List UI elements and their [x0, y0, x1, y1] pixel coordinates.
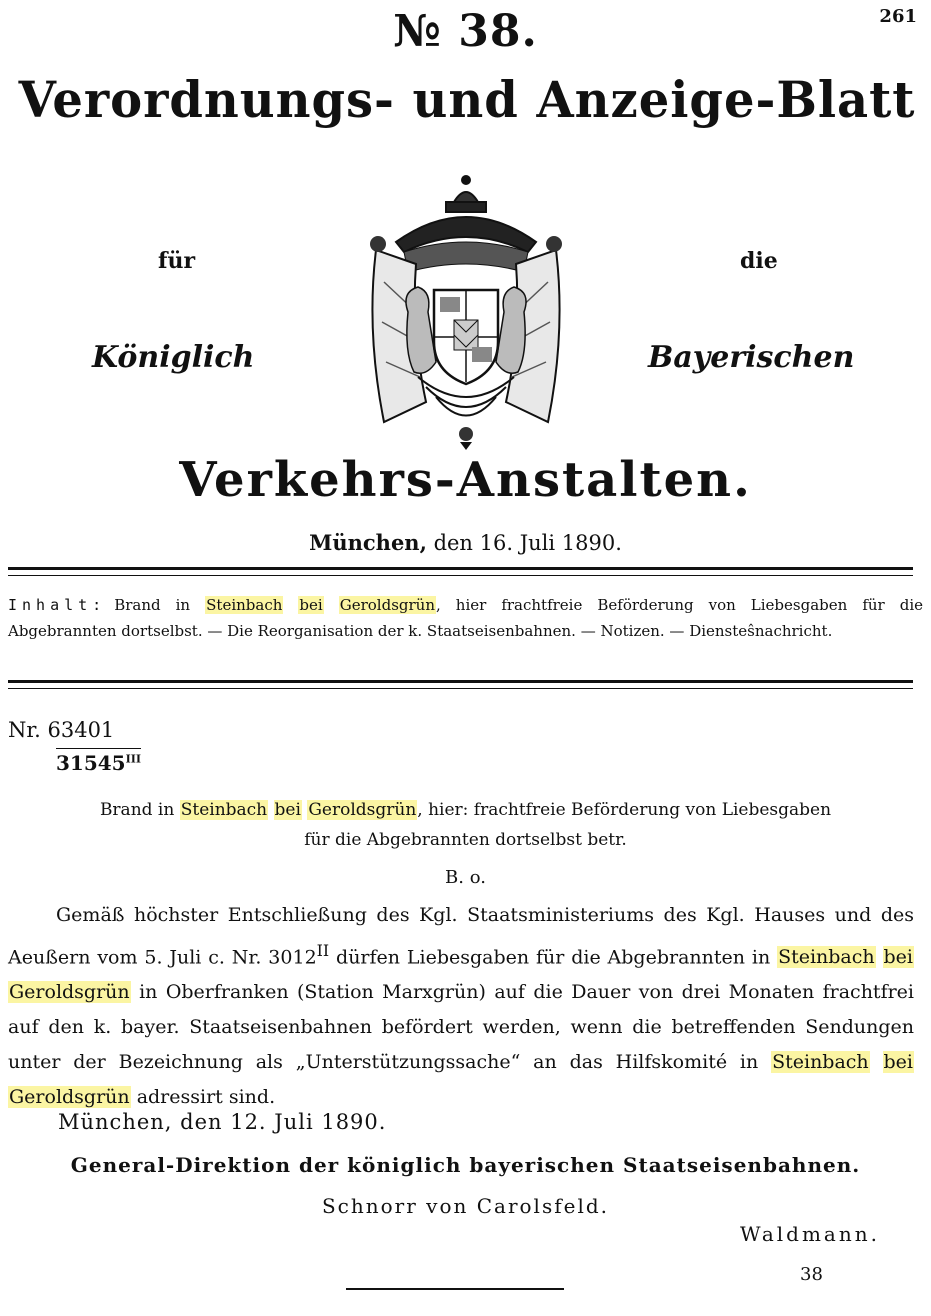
highlight: bei: [299, 596, 323, 614]
reference-label: Nr.: [8, 718, 41, 742]
footer-divider: [346, 1288, 564, 1290]
crown-icon: [446, 176, 486, 212]
lion-left: [406, 287, 436, 373]
signatory-primary: Schnorr von Carolsfeld.: [321, 1194, 610, 1218]
reference-number: [8, 718, 114, 742]
reference-subnumber-value: 31545: [56, 751, 126, 775]
footer-number: 38: [800, 1264, 823, 1285]
signature-date: München, den 12. Juli 1890.: [58, 1110, 387, 1134]
signatory-secondary: Waldmann.: [740, 1222, 880, 1246]
heading-text: , hier: frachtfreie Beförderung von Liebesgaben: [417, 800, 832, 820]
highlight: Steinbach: [772, 1051, 869, 1074]
lion-right: [496, 287, 526, 373]
highlight: bei: [883, 1051, 913, 1074]
divider: [8, 575, 913, 576]
article-body: [8, 898, 914, 1115]
divider: [8, 688, 913, 689]
heading-text: Brand in: [99, 800, 175, 820]
article-heading: [0, 795, 931, 855]
bo-mark: B. o.: [445, 867, 486, 888]
highlight: Geroldsgrün: [339, 596, 435, 614]
issuing-authority: General-Direktion der königlich bayerischen Staatseisenbahnen.: [70, 1153, 861, 1177]
body-text: Gemäß höchster Entschließung des Kgl. Staatsministeriums des Kgl. Hauses und des Aeußern vom 5. Juli c. Nr. 3012: [8, 904, 914, 969]
divider: [8, 567, 913, 570]
highlight: Geroldsgrün: [9, 981, 130, 1004]
contents-label: Inhalt:: [8, 596, 107, 614]
contents-text: Brand in: [114, 596, 191, 614]
highlight: bei: [883, 946, 913, 969]
highlight: Geroldsgrün: [9, 1086, 130, 1109]
issue-date-place: München,: [309, 530, 427, 555]
highlight: bei: [274, 800, 301, 820]
highlight: Geroldsgrün: [308, 800, 417, 820]
masthead-title: Verordnungs- und Anzeige-Blatt: [18, 70, 916, 129]
page-number: 261: [879, 6, 917, 27]
body-sup: II: [316, 941, 330, 960]
reference-subnumber: [56, 748, 141, 775]
heading-line2: für die Abgebrannten dortselbst betr.: [304, 830, 627, 850]
highlight: Steinbach: [778, 946, 875, 969]
highlight: Steinbach: [206, 596, 283, 614]
body-text: adressirt sind.: [130, 1086, 276, 1109]
shield-icon: [434, 290, 498, 384]
table-of-contents: [8, 592, 923, 644]
reference-value: 63401: [47, 718, 115, 742]
issue-date: [0, 530, 931, 555]
masthead-die: die: [740, 248, 778, 274]
masthead-bayerischen: Bayerischen: [648, 340, 855, 375]
issue-number: № 38.: [393, 6, 538, 57]
masthead-koeniglich: Königlich: [92, 340, 255, 375]
issue-date-text: den 16. Juli 1890.: [426, 531, 622, 555]
body-text: in Oberfranken (Station Marxgrün) auf die Dauer von drei Monaten frachtfrei auf den k. bayer. Staatseisenbahnen befördert werden, wenn die betreffenden Sendungen unter der Bezeichnung als „Unterstützungssache“ an das Hilfskomité in: [8, 981, 914, 1074]
body-text: dürfen Liebesgaben für die Abgebrannten in: [329, 946, 771, 969]
masthead-fuer: für: [158, 248, 196, 274]
reference-subnumber-sup: III: [125, 752, 142, 766]
masthead-subtitle: Verkehrs-Anstalten.: [179, 452, 752, 508]
highlight: Steinbach: [180, 800, 268, 820]
contents-text: , hier frachtfreie Beförderung von Liebesgaben für die Abgebrannten dortselbst. — Die Reorganisation der k. Staatseisenbahnen. — Notizen. — Diensteŝnachricht.: [8, 596, 923, 640]
divider: [8, 680, 913, 683]
coat-of-arms-icon: [356, 172, 576, 450]
